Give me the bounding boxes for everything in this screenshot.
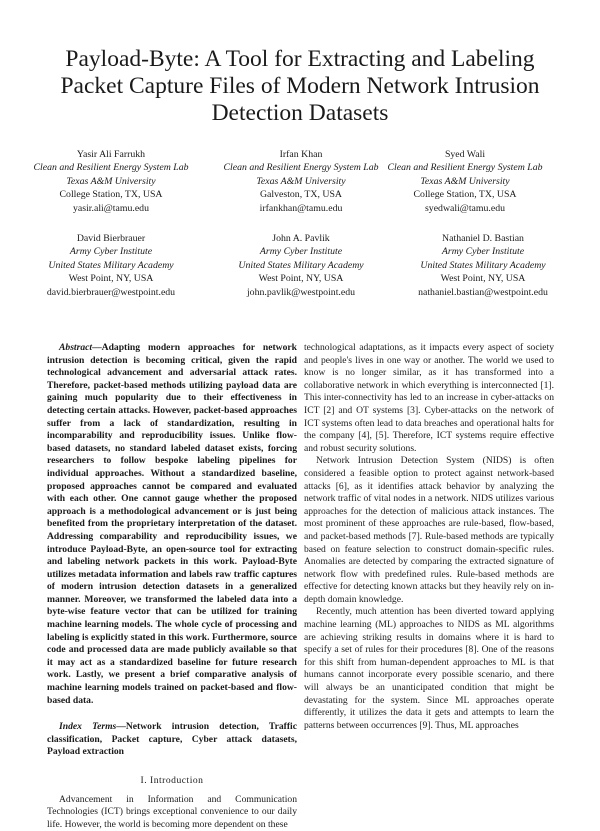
author-name: Syed Wali: [444, 149, 486, 160]
paragraph: technological adaptations, as it impacts every aspect of society and people's lives in one way or another. The world we used to know is no longer similar, as it has transformed into a collaborative network in which everything is interconnected [1]. This inter-connectivity has led to an increase in cyber-attacks on ICT [2] and OT systems [3]. Cyber-attacks on the network of ICT systems often lead to data breaches and operational halts for the company [4], [5]. Therefore, ICT systems require effective and robust security solutions.: [304, 342, 554, 454]
author-affiliation: Army Cyber Institute: [259, 246, 343, 258]
paragraph: Advancement in Information and Communication Technologies (ICT) brings exceptional convenience to our daily life. However, the world is becoming more dependent on these: [47, 793, 297, 830]
author-name: Yasir Ali Farrukh: [76, 149, 146, 160]
author-affiliation: Clean and Resilient Energy System Lab: [33, 162, 189, 174]
author-affiliation: United States Military Academy: [420, 259, 546, 271]
author-city: West Point, NY, USA: [68, 273, 154, 285]
author-affiliation: United States Military Academy: [48, 259, 174, 271]
index-terms-lead: Index Terms: [59, 721, 117, 733]
author-city: West Point, NY, USA: [258, 273, 344, 285]
author-email: yasir.ali@tamu.edu: [73, 202, 149, 214]
author-block: [383, 232, 583, 299]
author-email: irfankhan@tamu.edu: [259, 202, 343, 214]
paragraph: Network Intrusion Detection System (NIDS) is often considered a feasible option to protect against network-based attacks [6], as it identifies attack behavior by analyzing the network traffic of vital nodes in a network. NIDS utilizes various approaches for the detection of malicious attack instances. The most prominent of these approaches are rule-based, flow-based, and packet-based methods [7]. Rule-based methods are typically based on feature selection to construct domain-specific rules. Anomalies are detected by comparing the extracted signature of network flow with predefined rules. Rule-based methods are effective for detecting known attacks but they heavily rely on in-depth domain knowledge.: [304, 455, 554, 605]
abstract: [47, 342, 297, 707]
author-name: Irfan Khan: [279, 149, 323, 160]
author-block: [201, 232, 401, 299]
title-line: Detection Datasets: [211, 100, 389, 126]
author-email: nathaniel.bastian@westpoint.edu: [418, 286, 548, 298]
author-affiliation: Army Cyber Institute: [69, 246, 153, 258]
author-affiliation: Army Cyber Institute: [441, 246, 525, 258]
author-city: West Point, NY, USA: [440, 273, 526, 285]
author-affiliation: Clean and Resilient Energy System Lab: [223, 162, 379, 174]
author-name: Nathaniel D. Bastian: [442, 233, 524, 244]
author-name: David Bierbrauer: [76, 233, 146, 244]
author-city: College Station, TX, USA: [413, 189, 517, 201]
paper-title: [40, 46, 560, 127]
author-email: syedwali@tamu.edu: [424, 202, 506, 214]
left-column: [47, 342, 297, 831]
abstract-text: —Adapting modern approaches for network intrusion detection is becoming critical, given the rapid technological advancement and adversarial attack rates. Therefore, packet-based methods utilizing payload data are gaining much popularity due to their effectiveness in detecting certain attacks. However, packet-based approaches suffer from a lack of standardization, resulting in incomparability and reproducibility issues. Unlike flow-based datasets, no standard labeled dataset exists, forcing researchers to follow bespoke labeling pipelines for individual approaches. Without a standardized baseline, proposed approaches cannot be compared and evaluated with each other. One cannot gauge whether the proposed approach is a methodological advancement or is just being benefited from the proprietary interpretation of the dataset. Addressing comparability and reproducibility issues, we introduce Payload-Byte, an open-source tool for extracting and labeling network packets in this work. Payload-Byte utilizes metadata information and labels raw traffic captures of modern intrusion detection datasets in a generalized manner. Moreover, we transformed the labeled data into a byte-wise feature vector that can be utilized for training machine learning models. The whole cycle of processing and labeling is explicitly stated in this work. Furthermore, source code and processed data are made publicly available so that it may act as a standardized baseline for future research work. Lastly, we present a brief comparative analysis of machine learning models trained on packet-based and flow-based data.: [47, 342, 297, 706]
author-city: Galveston, TX, USA: [259, 189, 342, 201]
right-column: [304, 342, 554, 732]
author-block: [11, 232, 211, 299]
author-affiliation: Texas A&M University: [256, 175, 346, 187]
index-terms: [47, 721, 297, 759]
author-affiliation: Texas A&M University: [66, 175, 156, 187]
author-name: John A. Pavlik: [272, 233, 330, 244]
author-email: john.pavlik@westpoint.edu: [246, 286, 356, 298]
index-terms-text: —Network intrusion detection, Traffic classification, Packet capture, Cyber attack datasets, Payload extraction: [47, 721, 297, 758]
author-block: [365, 148, 565, 215]
abstract-lead: Abstract: [59, 342, 93, 353]
author-affiliation: United States Military Academy: [238, 259, 364, 271]
author-city: College Station, TX, USA: [59, 189, 163, 201]
paragraph: Recently, much attention has been diverted toward applying machine learning (ML) approaches to NIDS as ML algorithms are achieving striking results in domains where it is hard to specify a set of rules for their procedures [8]. One of the reasons for this shift from human-dependent approaches to ML is that humans cannot incorporate every possible scenario, and there will always be an unanticipated condition that might be devastating for the system. Since ML approaches operate differently, it utilizes the data it gets and attempts to learn the patterns between occurrences [9]. Thus, ML approaches: [304, 606, 554, 731]
author-affiliation: Clean and Resilient Energy System Lab: [387, 162, 543, 174]
author-affiliation: Texas A&M University: [420, 175, 510, 187]
section-heading: I. Introduction: [140, 775, 204, 786]
title-line: Payload-Byte: A Tool for Extracting and Labeling: [65, 46, 535, 72]
author-email: david.bierbrauer@westpoint.edu: [46, 286, 176, 298]
title-line: Packet Capture Files of Modern Network Intrusion: [60, 73, 540, 99]
author-block: [11, 148, 211, 215]
